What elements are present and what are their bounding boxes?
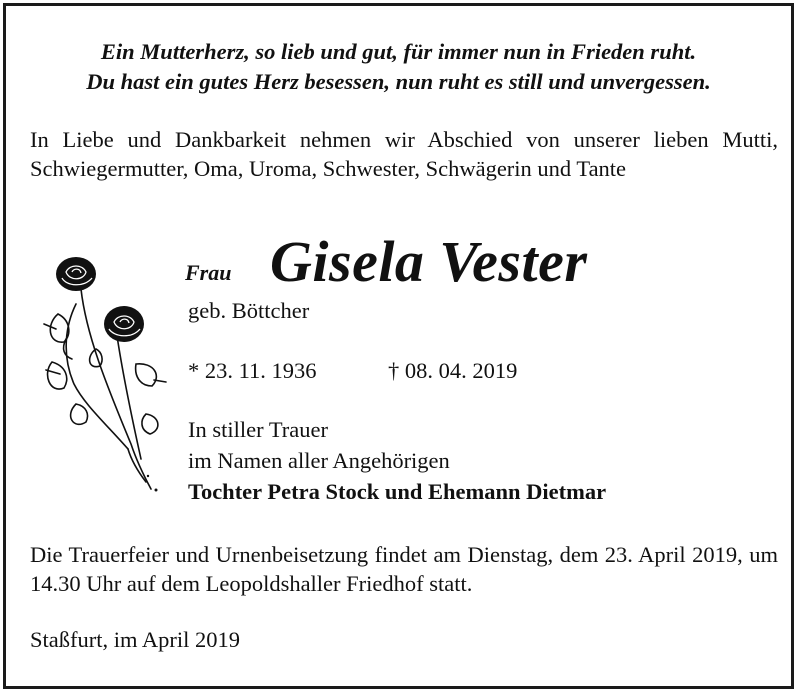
birth-date: * 23. 11. 1936	[188, 358, 317, 383]
mourners-line-2: im Namen aller Angehörigen	[188, 448, 450, 473]
motto-line-2: Du hast ein gutes Herz besessen, nun ruht es still und unvergessen.	[86, 69, 711, 94]
place-date: Staßfurt, im April 2019	[30, 627, 240, 652]
death-date: † 08. 04. 2019	[388, 358, 518, 383]
intro-text: In Liebe und Dankbarkeit nehmen wir Abschied von unserer lieben Mutti, Schwiegermutter, Oma, Uroma, Schwester, Schwägerin und Tante	[30, 127, 778, 181]
obituary-notice	[3, 3, 794, 689]
mourners-line-1: In stiller Trauer	[188, 417, 328, 442]
maiden-name: geb. Böttcher	[188, 298, 310, 323]
deceased-name: Gisela Vester	[270, 229, 588, 294]
title-frau: Frau	[185, 260, 232, 285]
roses-icon	[36, 244, 176, 496]
mourners-line-3: Tochter Petra Stock und Ehemann Dietmar	[188, 479, 607, 504]
motto-line-1: Ein Mutterherz, so lieb und gut, für immer nun in Frieden ruht.	[100, 39, 697, 64]
ceremony-text: Die Trauerfeier und Urnenbeisetzung findet am Dienstag, dem 23. April 2019, um 14.30 Uhr auf dem Leopoldshaller Friedhof statt.	[30, 542, 778, 596]
